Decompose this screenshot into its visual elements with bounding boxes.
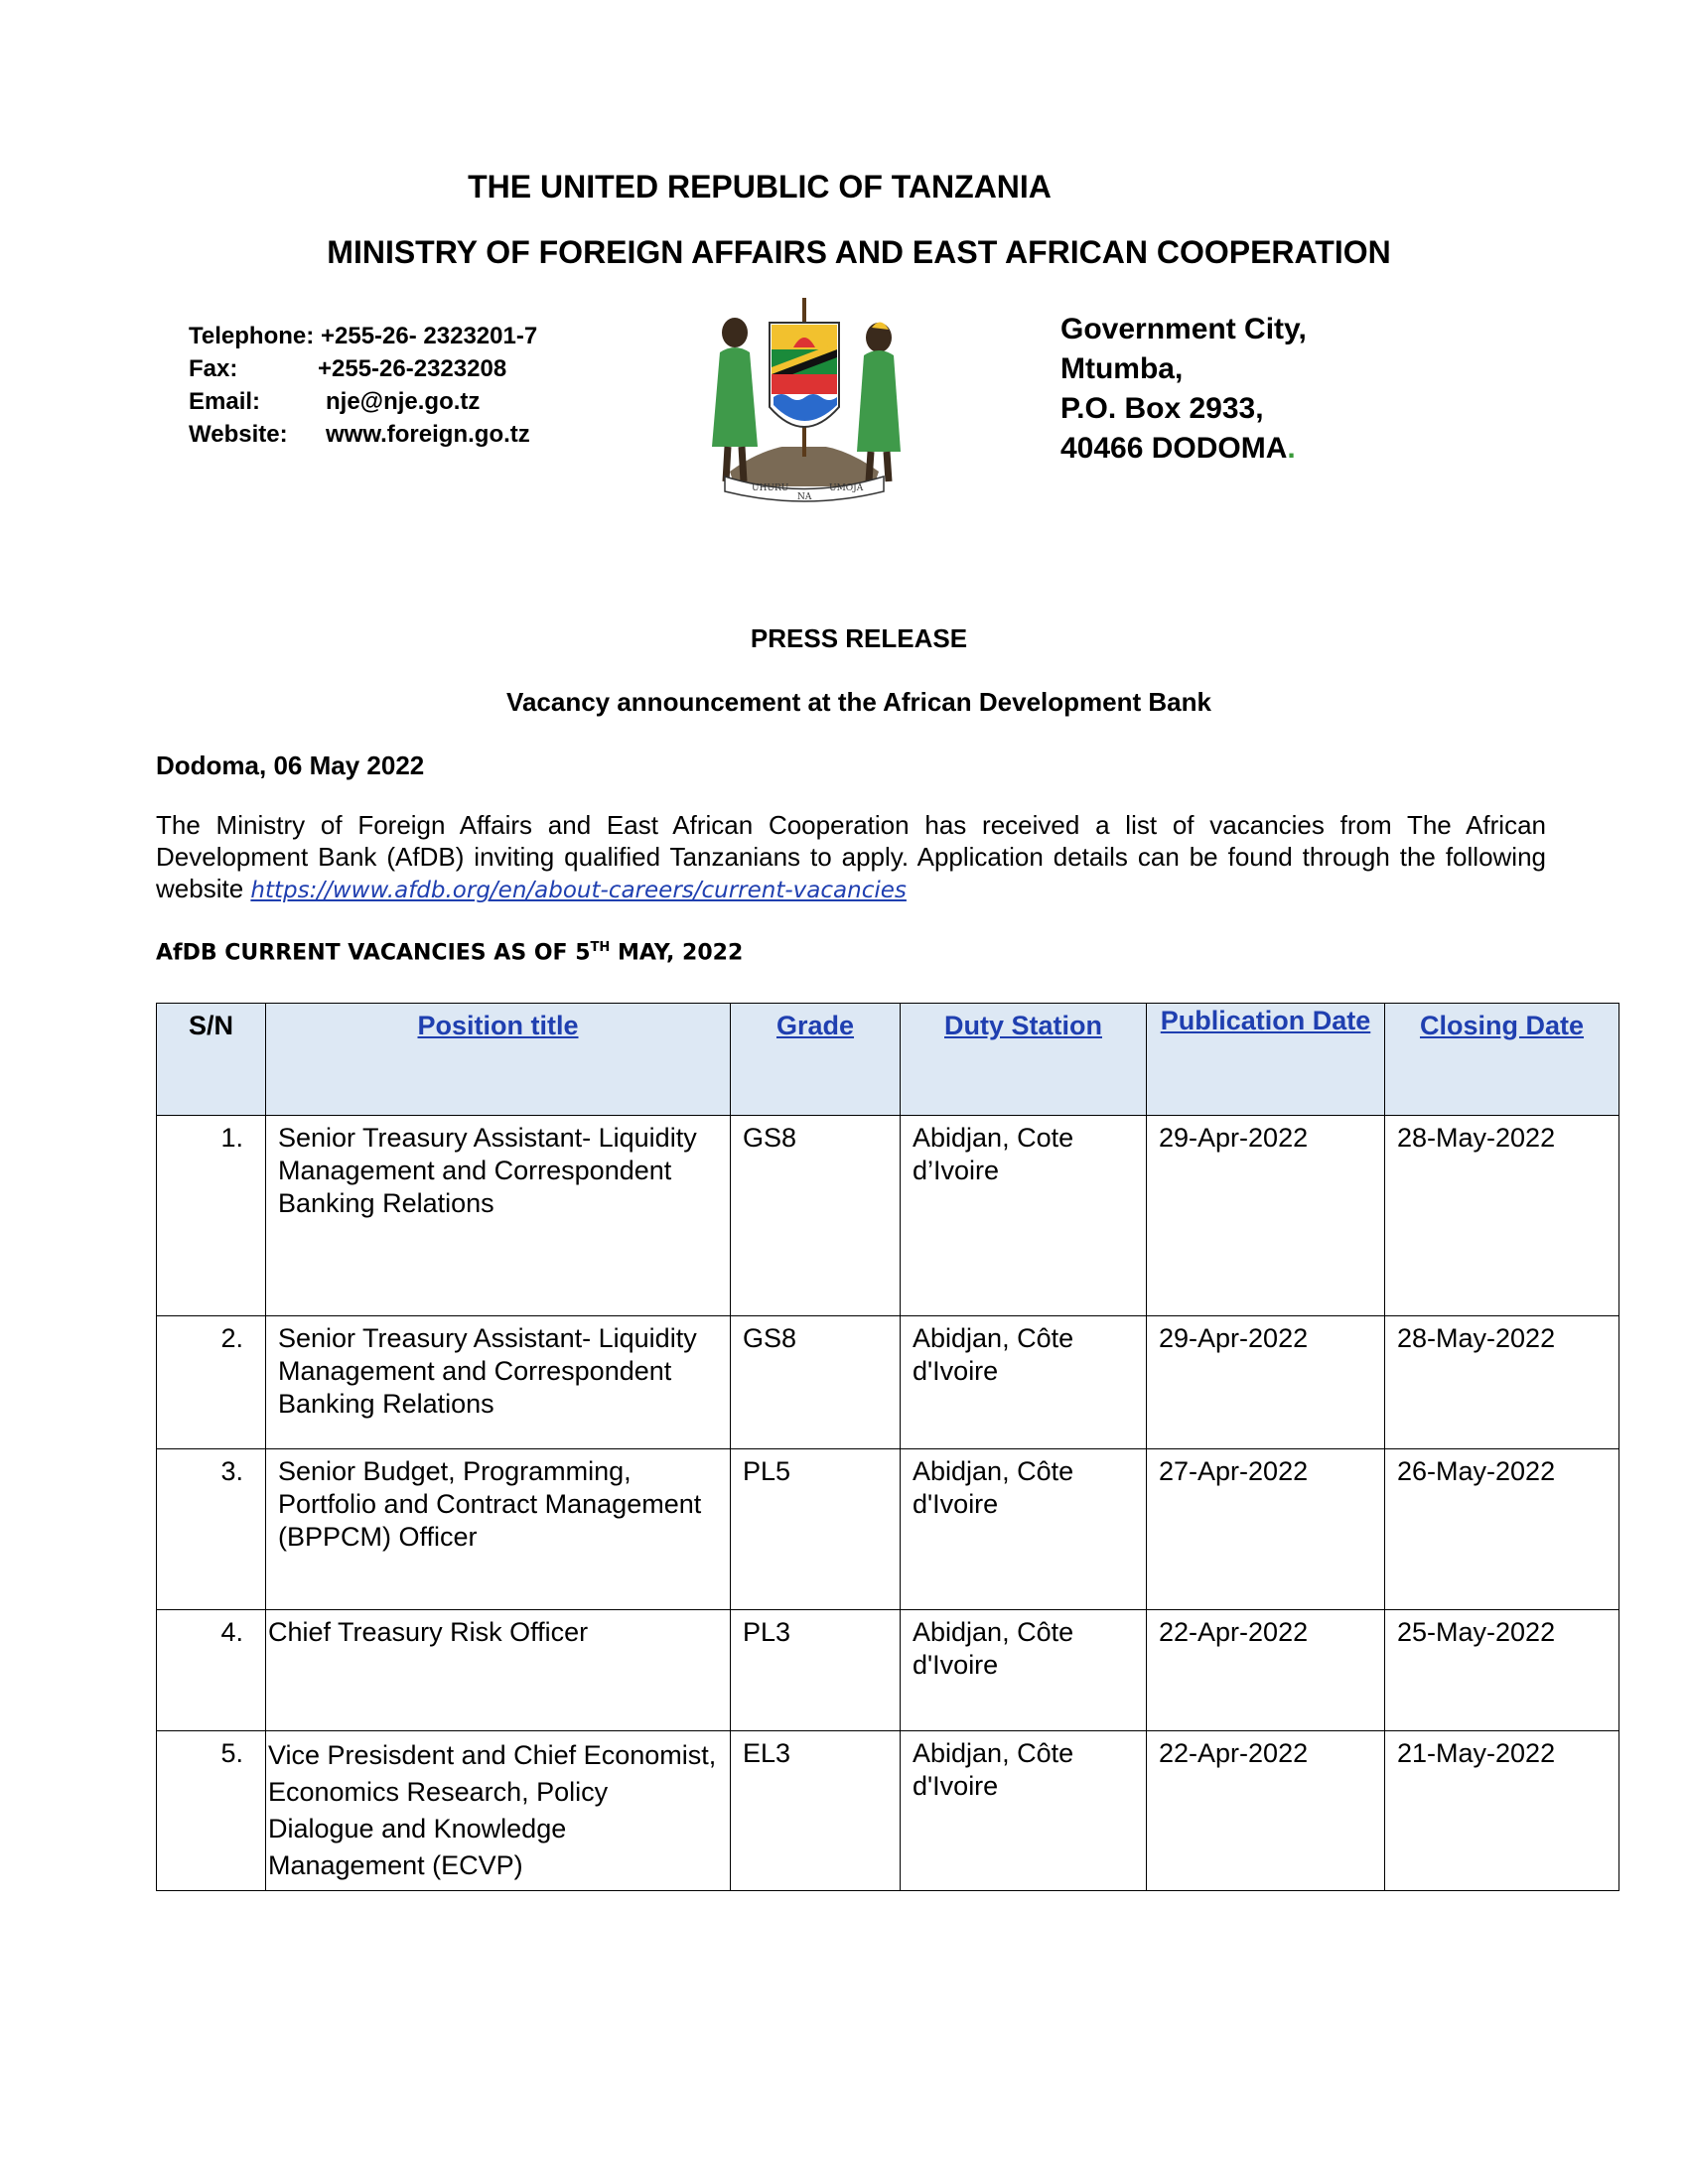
- row-sn: 5.: [157, 1731, 266, 1891]
- row-publication-date: 22-Apr-2022: [1147, 1731, 1385, 1891]
- address-line: P.O. Box 2933,: [1060, 392, 1264, 425]
- row-grade: PL3: [731, 1610, 901, 1731]
- header-closing-date[interactable]: Closing Date: [1385, 1004, 1619, 1116]
- table-row: [157, 1610, 1619, 1731]
- row-grade: GS8: [731, 1316, 901, 1449]
- ministry-title: MINISTRY OF FOREIGN AFFAIRS AND EAST AFRICAN COOPERATION: [327, 234, 1391, 270]
- row-position-title: Senior Treasury Assistant- Liquidity Management and Correspondent Banking Relations: [266, 1316, 731, 1449]
- row-position-title: Vice Presisdent and Chief Economist, Economics Research, Policy Dialogue and Knowledge Management (ECVP): [266, 1731, 731, 1891]
- row-position-title: Senior Budget, Programming, Portfolio and Contract Management (BPPCM) Officer: [266, 1449, 731, 1610]
- row-closing-date: 28-May-2022: [1385, 1316, 1619, 1449]
- contact-telephone: Telephone: +255-26- 2323201-7: [189, 323, 538, 349]
- press-release-heading: PRESS RELEASE: [750, 623, 968, 653]
- row-position-title: Chief Treasury Risk Officer: [266, 1610, 731, 1731]
- header-position-title[interactable]: Position title: [266, 1004, 731, 1116]
- row-duty-station: Abidjan, Côte d'Ivoire: [901, 1449, 1147, 1610]
- row-closing-date: 21-May-2022: [1385, 1731, 1619, 1891]
- motto-left: UHURU: [752, 483, 789, 493]
- address-line: Mtumba,: [1060, 352, 1184, 385]
- release-body: The Ministry of Foreign Affairs and East African Cooperation has received a list of vacancies from The African Development Bank (AfDB) inviting qualified Tanzanians to apply. Application details can be found through the following website https://www.afdb.org/en/about-careers/current-vacancies: [156, 810, 1546, 903]
- row-grade: GS8: [731, 1116, 901, 1316]
- coat-of-arms-emblem: [690, 298, 918, 506]
- row-closing-date: 28-May-2022: [1385, 1116, 1619, 1316]
- row-publication-date: 29-Apr-2022: [1147, 1316, 1385, 1449]
- table-row: [157, 1449, 1619, 1610]
- table-title: AfDB CURRENT VACANCIES AS OF 5TH MAY, 2022: [156, 940, 744, 966]
- header-publication-date[interactable]: Publication Date: [1147, 1004, 1385, 1116]
- row-sn: 2.: [157, 1316, 266, 1449]
- header-grade[interactable]: Grade: [731, 1004, 901, 1116]
- contact-fax: Fax: +255-26-2323208: [189, 355, 507, 382]
- country-title: THE UNITED REPUBLIC OF TANZANIA: [468, 169, 1052, 205]
- header-duty-station[interactable]: Duty Station: [901, 1004, 1147, 1116]
- row-duty-station: Abidjan, Côte d'Ivoire: [901, 1731, 1147, 1891]
- row-grade: EL3: [731, 1731, 901, 1891]
- vacancies-link[interactable]: https://www.afdb.org/en/about-careers/current-vacancies: [250, 878, 907, 903]
- contact-email: Email: nje@nje.go.tz: [189, 388, 481, 415]
- row-duty-station: Abidjan, Côte d'Ivoire: [901, 1316, 1147, 1449]
- motto-right: UMOJA: [829, 483, 864, 493]
- row-publication-date: 22-Apr-2022: [1147, 1610, 1385, 1731]
- row-sn: 4.: [157, 1610, 266, 1731]
- row-duty-station: Abidjan, Côte d'Ivoire: [901, 1610, 1147, 1731]
- address-line: Government City,: [1060, 313, 1307, 345]
- row-closing-date: 26-May-2022: [1385, 1449, 1619, 1610]
- row-publication-date: 29-Apr-2022: [1147, 1116, 1385, 1316]
- dateline: Dodoma, 06 May 2022: [156, 751, 425, 780]
- table-row: [157, 1316, 1619, 1449]
- vacancies-table: [156, 1003, 1619, 1891]
- contact-website: Website: www.foreign.go.tz: [189, 421, 530, 448]
- postal-address: [1060, 310, 1307, 469]
- release-subject: Vacancy announcement at the African Development Bank: [506, 687, 1211, 717]
- motto-center: NA: [797, 492, 812, 502]
- row-grade: PL5: [731, 1449, 901, 1610]
- row-closing-date: 25-May-2022: [1385, 1610, 1619, 1731]
- row-publication-date: 27-Apr-2022: [1147, 1449, 1385, 1610]
- row-sn: 1.: [157, 1116, 266, 1316]
- table-row: [157, 1731, 1619, 1891]
- address-line: 40466 DODOMA.: [1060, 432, 1296, 465]
- row-sn: 3.: [157, 1449, 266, 1610]
- header-sn: S/N: [157, 1004, 266, 1116]
- table-header-row: [157, 1004, 1619, 1116]
- row-position-title: Senior Treasury Assistant- Liquidity Management and Correspondent Banking Relations: [266, 1116, 731, 1316]
- row-duty-station: Abidjan, Cote d’Ivoire: [901, 1116, 1147, 1316]
- contact-block: [189, 320, 537, 451]
- table-row: [157, 1116, 1619, 1316]
